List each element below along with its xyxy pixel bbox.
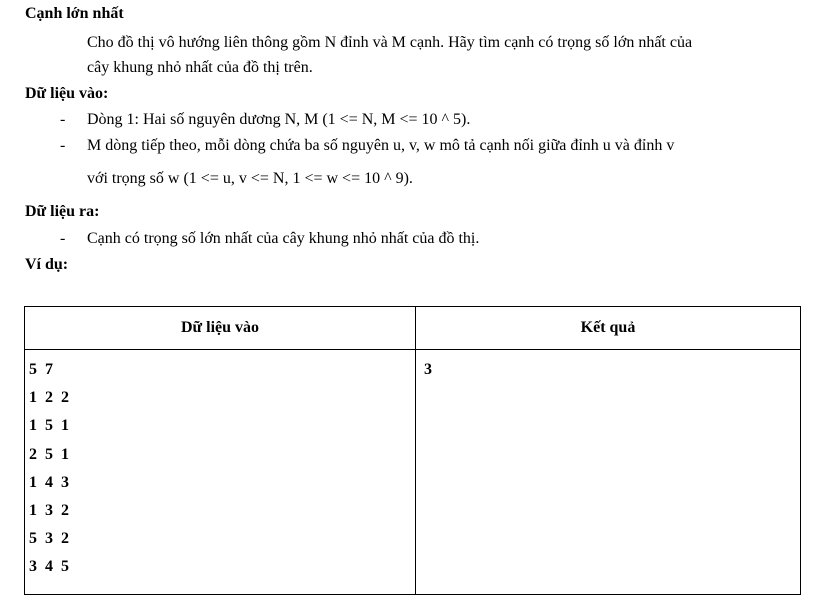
bullet-marker: -: [60, 111, 66, 128]
input-line: 1 4 3: [29, 473, 71, 491]
input-line: 1 2 2: [29, 389, 71, 407]
input-line: 1 5 1: [29, 417, 71, 435]
input-cell: [25, 350, 416, 595]
input-line: 1 3 2: [29, 501, 71, 519]
input-bullet-1: Dòng 1: Hai số nguyên dương N, M (1 <= N, M <= 10 ^ 5).: [87, 111, 471, 128]
problem-title: Cạnh lớn nhất: [25, 5, 124, 22]
input-bullet-2: M dòng tiếp theo, mỗi dòng chứa ba số nguyên u, v, w mô tả cạnh nối giữa đỉnh u và đỉnh v: [87, 137, 675, 154]
output-cell: [416, 350, 801, 595]
output-heading: Dữ liệu ra:: [25, 203, 100, 220]
input-line: 2 5 1: [29, 445, 71, 463]
input-line: 5 3 2: [29, 530, 71, 548]
description-line-1: Cho đồ thị vô hướng liên thông gồm N đỉnh và M cạnh. Hãy tìm cạnh có trọng số lớn nhất của: [87, 34, 693, 51]
bullet-marker: -: [60, 230, 66, 247]
output-line: 3: [424, 361, 434, 378]
input-heading: Dữ liệu vào:: [25, 85, 109, 102]
input-line: 5 7: [29, 361, 55, 378]
output-bullet-1: Cạnh có trọng số lớn nhất của cây khung nhỏ nhất của đồ thị.: [87, 230, 480, 247]
input-bullet-2-cont: với trọng số w (1 <= u, v <= N, 1 <= w <= 10 ^ 9).: [87, 170, 413, 187]
header-output: Kết quả: [416, 307, 801, 350]
example-table: [24, 306, 801, 595]
description-line-2: cây khung nhỏ nhất của đồ thị trên.: [87, 59, 313, 76]
input-line: 3 4 5: [29, 558, 71, 576]
header-input: Dữ liệu vào: [25, 307, 416, 350]
bullet-marker: -: [60, 137, 66, 154]
example-heading: Ví dụ:: [25, 256, 69, 273]
